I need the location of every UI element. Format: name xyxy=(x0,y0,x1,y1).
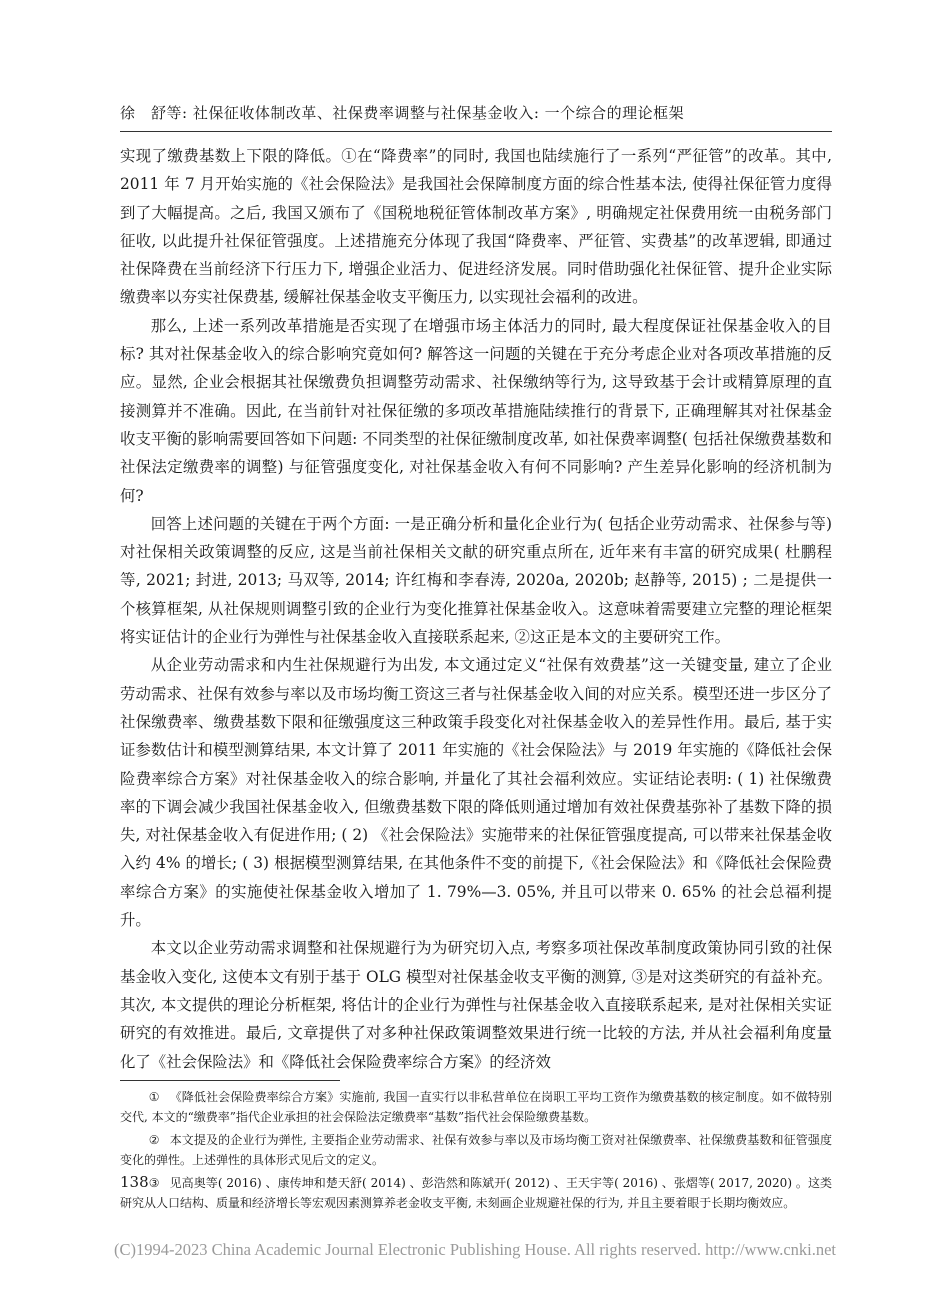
footnote-text: 本文提及的企业行为弹性, 主要指企业劳动需求、社保有效参与率以及市场均衡工资对社保缴费率、社保缴费基数和征管强度变化的弹性。上述弹性的具体形式见后文的定义。 xyxy=(120,1133,832,1167)
footnote-text: 《降低社会保险费率综合方案》实施前, 我国一直实行以非私营单位在岗职工平均工资作为缴费基数的核定制度。如不做特别交代, 本文的“缴费率”指代企业承担的社会保险法定缴费率“基数”指代社会保险缴费基数。 xyxy=(120,1090,832,1124)
footnote-mark: ② xyxy=(148,1133,160,1147)
body-text xyxy=(120,142,832,1076)
header-rule xyxy=(120,131,832,132)
page-number: 138 xyxy=(120,1173,149,1191)
paragraph: 实现了缴费基数上下限的降低。①在“降费率”的同时, 我国也陆续施行了一系列“严征管”的改革。其中, 2011 年 7 月开始实施的《社会保险法》是我国社会保障制度方面的综合性基本法, 使得社保征管力度得到了大幅提高。之后, 我国又颁布了《国税地税征管体制改革方案》, 明确规定社保费用统一由税务部门征收, 以此提升社保征管强度。上述措施充分体现了我国“降费率、严征管、实费基”的改革逻辑, 即通过社保降费在当前经济下行压力下, 增强企业活力、促进经济发展。同时借助强化社保征管、提升企业实际缴费率以夯实社保费基, 缓解社保基金收支平衡压力, 以实现社会福利的改进。 xyxy=(120,147,832,307)
paragraph: 从企业劳动需求和内生社保规避行为出发, 本文通过定义“社保有效费基”这一关键变量, 建立了企业劳动需求、社保有效参与率以及市场均衡工资这三者与社保基金收入间的对应关系。模型还进一步区分了社保缴费率、缴费基数下限和征缴强度这三种政策手段变化对社保基金收入的差异性作用。最后, 基于实证参数估计和模型测算结果, 本文计算了 2011 年实施的《社会保险法》与 2019 年实施的《降低社会保险费率综合方案》对社保基金收入的综合影响, 并量化了其社会福利效应。实证结论表明: ( 1) 社保缴费率的下调会减少我国社保基金收入, 但缴费基数下限的降低则通过增加有效社保费基弥补了基数下降的损失, 对社保基金收入有促进作用; ( 2) 《社会保险法》实施带来的社保征管强度提高, 可以带来社保基金收入约 4% 的增长; ( 3) 根据模型测算结果, 在其他条件不变的前提下,《社会保险法》和《降低社会保险费率综合方案》的实施使社保基金收入增加了 1. 79%—3. 05%, 并且可以带来 0. 65% 的社会总福利提升。 xyxy=(120,656,832,930)
paragraph: 回答上述问题的关键在于两个方面: 一是正确分析和量化企业行为( 包括企业劳动需求、社保参与等) 对社保相关政策调整的反应, 这是当前社保相关文献的研究重点所在, 近年来有丰富的研究成果( 杜鹏程等, 2021; 封进, 2013; 马双等, 2014; 许红梅和李春涛, 2020a, 2020b; 赵静等, 2015) ; 二是提供一个核算框架, 从社保规则调整引致的企业行为变化推算社保基金收入。这意味着需要建立完整的理论框架将实证估计的企业行为弹性与社保基金收入直接联系起来, ②这正是本文的主要研究工作。 xyxy=(120,514,832,647)
footnote xyxy=(120,1174,832,1213)
running-head: 徐 舒等: 社保征收体制改革、社保费率调整与社保基金收入: 一个综合的理论框架 xyxy=(120,104,685,122)
footnote-mark: ③ xyxy=(148,1176,160,1190)
footnote xyxy=(120,1088,832,1127)
footnote-mark: ① xyxy=(148,1090,160,1104)
paragraph: 那么, 上述一系列改革措施是否实现了在增强市场主体活力的同时, 最大程度保证社保基金收入的目标? 其对社保基金收入的综合影响究竟如何? 解答这一问题的关键在于充分考虑企业对各项改革措施的反应。显然, 企业会根据其社保缴费负担调整劳动需求、社保缴纳等行为, 这导致基于会计或精算原理的直接测算并不准确。因此, 在当前针对社保征缴的多项改革措施陆续推行的背景下, 正确理解其对社保基金收支平衡的影响需要回答如下问题: 不同类型的社保征缴制度改革, 如社保费率调整( 包括社保缴费基数和社保法定缴费率的调整) 与征管强度变化, 对社保基金收入有何不同影响? 产生差异化影响的经济机制为何? xyxy=(120,316,832,505)
footnotes xyxy=(120,1088,832,1217)
footnote-text: 见高奥等( 2016) 、康传坤和楚天舒( 2014) 、彭浩然和陈斌开( 2012) 、王天宇等( 2016) 、张熠等( 2017, 2020) 。这类研究从人口结构、质量和经济增长等宏观因素测算养老金收支平衡, 未刻画企业规避社保的行为, 并且主要着眼于长期均衡效应。 xyxy=(120,1176,833,1210)
paragraph: 本文以企业劳动需求调整和社保规避行为为研究切入点, 考察多项社保改革制度政策协同引致的社保基金收入变化, 这使本文有别于基于 OLG 模型对社保基金收支平衡的测算, ③是对这类研究的有益补充。其次, 本文提供的理论分析框架, 将估计的企业行为弹性与社保基金收入直接联系起来, 是对社保相关实证研究的有效推进。最后, 文章提供了对多种社保政策调整效果进行统一比较的方法, 并从社会福利角度量化了《社会保险法》和《降低社会保险费率综合方案》的经济效 xyxy=(120,939,832,1071)
footnote xyxy=(120,1131,832,1170)
footnote-rule xyxy=(120,1080,340,1081)
copyright-watermark: (C)1994-2023 China Academic Journal Electronic Publishing House. All rights reserved. http://www.cnki.net xyxy=(113,1240,837,1259)
